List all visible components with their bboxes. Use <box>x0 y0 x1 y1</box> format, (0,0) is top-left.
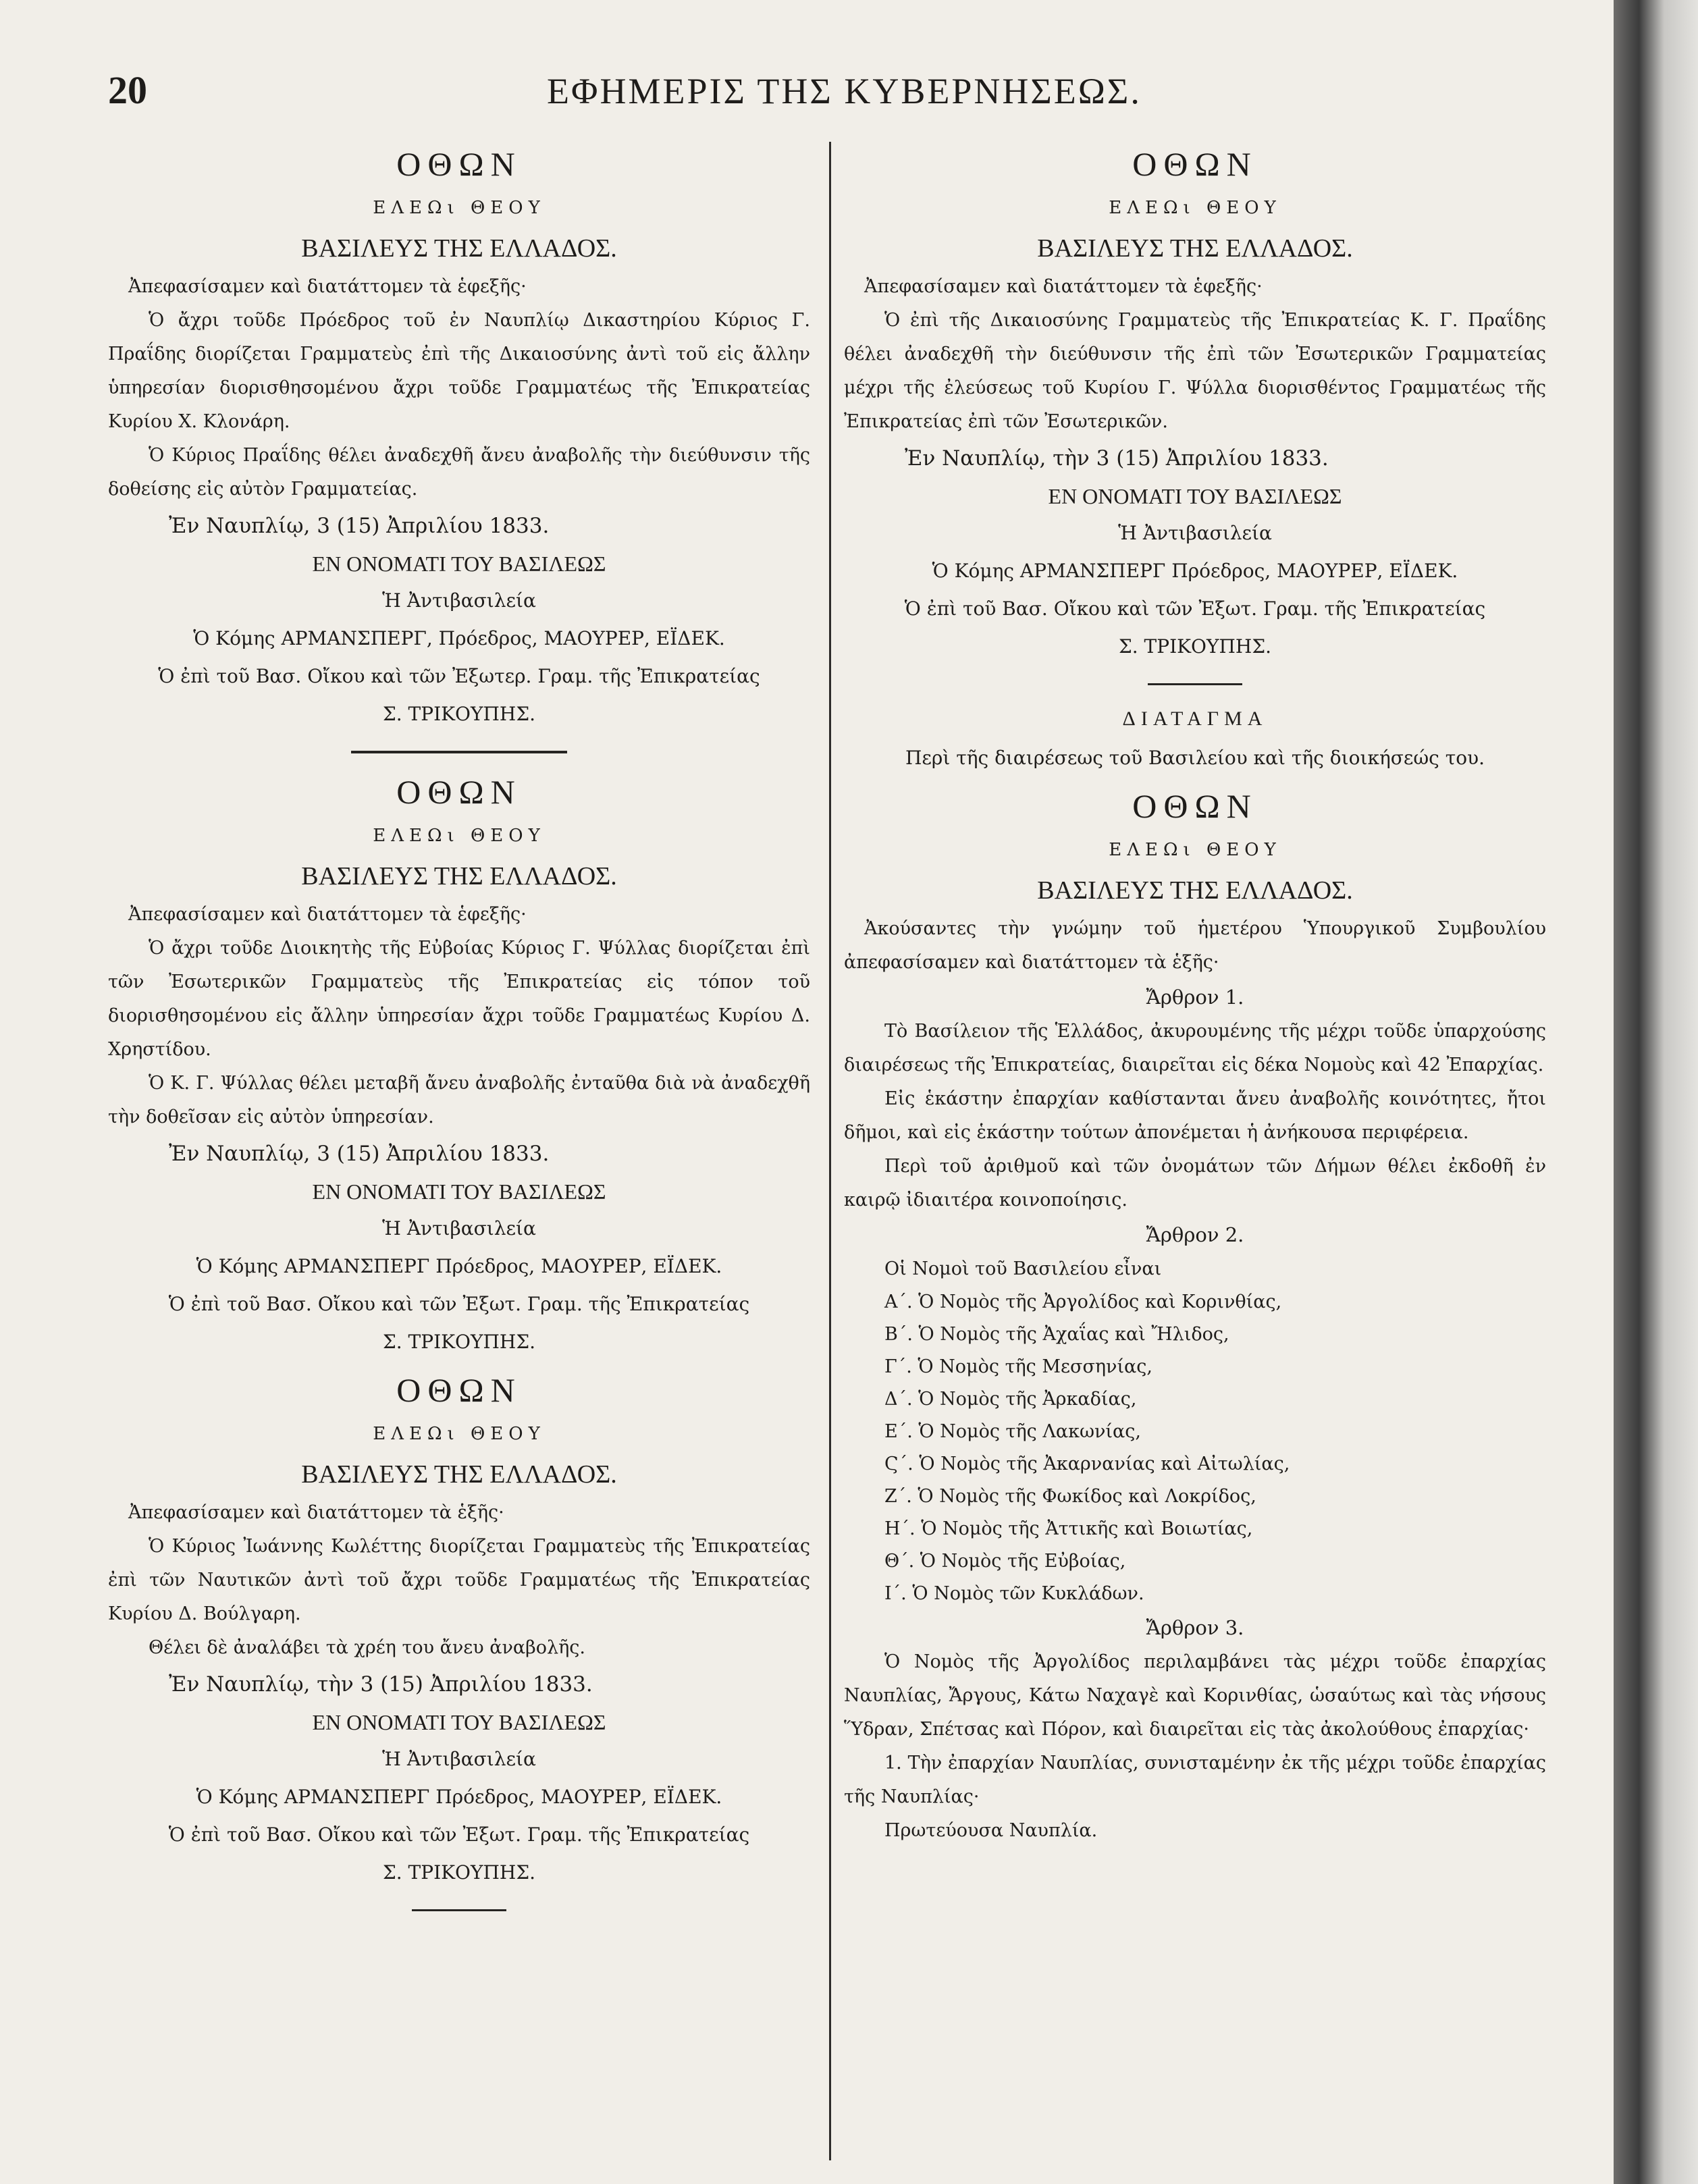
decree-paragraph: Ἀπεφασίσαμεν καὶ διατάττομεν τὰ ἑφεξῆς· <box>128 904 527 925</box>
left-column <box>108 135 810 1925</box>
secretary-signature: Σ. ΤΡΙΚΟΥΠΗΣ. <box>1118 635 1272 658</box>
decree-paragraph: Ὁ Κύριος Πραΐδης θέλει ἀναδεχθῆ ἄνευ ἀναβολῆς τὴν διεύθυνσιν τῆς δοθείσης εἰς αὐτὸν Γραμματείας. <box>108 445 810 500</box>
regency-members: Ὁ Κόμης ΑΡΜΑΝΣΠΕΡΓ Πρόεδρος, ΜΑΟΥΡΕΡ, ΕΪΔΕΚ. <box>196 1786 722 1808</box>
decree-2 <box>108 767 810 1361</box>
regency-members: Ὁ Κόμης ΑΡΜΑΝΣΠΕΡΓ Πρόεδρος, ΜΑΟΥΡΕΡ, ΕΪΔΕΚ. <box>932 560 1458 582</box>
decree-1 <box>108 139 810 733</box>
decree-subject: Περὶ τῆς διαιρέσεως τοῦ Βασιλείου καὶ τῆς διοικήσεώς του. <box>905 747 1485 769</box>
nomos-list-item: Α΄. Ὁ Νομὸς τῆς Ἀργολίδος καὶ Κορινθίας, <box>884 1291 1282 1312</box>
decree-paragraph: Θέλει δὲ ἀναλάβει τὰ χρέη του ἄνευ ἀναβολῆς. <box>149 1637 585 1658</box>
king-name: ΟΘΩΝ <box>396 773 522 811</box>
decree-date: Ἐν Ναυπλίῳ, τὴν 3 (15) Ἀπριλίου 1833. <box>169 1672 593 1697</box>
countersign-title: Ὁ ἐπὶ τοῦ Βασ. Οἴκου καὶ τῶν Ἐξωτ. Γραμ. τῆς Ἐπικρατείας <box>904 597 1486 620</box>
nomos-list-item: Γ΄. Ὁ Νομὸς τῆς Μεσσηνίας, <box>884 1356 1152 1377</box>
decree-paragraph: Ὁ ἐπὶ τῆς Δικαιοσύνης Γραμματεὺς τῆς Ἐπικρατείας Κ. Γ. Πραΐδης θέλει ἀναδεχθῆ τὴν διεύθυνσιν τῆς ἐπὶ τῶν Ἐσωτερικῶν Γραμματείας μέχρι τῆς ἐλεύσεως τοῦ Κυρίου Γ. Ψύλλα διορισθέντος Γραμματέως τῆς Ἐπικρατείας ἐπὶ τῶν Ἐσωτερικῶν. <box>844 310 1546 432</box>
king-name: ΟΘΩΝ <box>1132 787 1258 825</box>
section-rule <box>351 751 567 753</box>
capital-line: Πρωτεύουσα Ναυπλία. <box>884 1820 1098 1841</box>
article-paragraph: Περὶ τοῦ ἀριθμοῦ καὶ τῶν ὀνομάτων τῶν Δήμων θέλει ἐκδοθῆ ἐν καιρῷ ἰδιαιτέρα κοινοποίησις. <box>844 1156 1546 1210</box>
page-header <box>108 68 1533 128</box>
decree-preamble: Ἀκούσαντες τὴν γνώμην τοῦ ἡμετέρου Ὑπουργικοῦ Συμβουλίου ἀπεφασίσαμεν καὶ διατάττομεν τὰ ἑξῆς· <box>844 918 1546 973</box>
nomos-list-item: Δ΄. Ὁ Νομὸς τῆς Ἀρκαδίας, <box>884 1389 1137 1410</box>
nomos-list-item: Η΄. Ὁ Νομὸς τῆς Ἀττικῆς καὶ Βοιωτίας, <box>884 1518 1253 1539</box>
nomos-list-item: Ζ΄. Ὁ Νομὸς τῆς Φωκίδος καὶ Λοκρίδος, <box>884 1486 1256 1507</box>
in-name-of-king: ΕΝ ΟΝΟΜΑΤΙ ΤΟΥ ΒΑΣΙΛΕΩΣ <box>312 552 606 576</box>
secretary-signature: Σ. ΤΡΙΚΟΥΠΗΣ. <box>382 1861 536 1884</box>
page-number: 20 <box>108 68 147 112</box>
decree-date: Ἐν Ναυπλίῳ, τὴν 3 (15) Ἀπριλίου 1833. <box>905 446 1329 471</box>
by-grace-of-god: ΕΛΕΩι ΘΕΟΥ <box>1109 198 1281 218</box>
regency-label: Ἡ Ἀντιβασιλεία <box>382 1748 536 1770</box>
secretary-signature: Σ. ΤΡΙΚΟΥΠΗΣ. <box>382 1331 536 1353</box>
decree-heading: ΔΙΑΤΑΓΜΑ <box>1122 708 1268 730</box>
countersign-title: Ὁ ἐπὶ τοῦ Βασ. Οἴκου καὶ τῶν Ἐξωτερ. Γραμ. τῆς Ἐπικρατείας <box>158 665 760 687</box>
decree-paragraph: Ὁ Κ. Γ. Ψύλλας θέλει μεταβῆ ἄνευ ἀναβολῆς ἐνταῦθα διὰ νὰ ἀναδεχθῆ τὴν δοθεῖσαν εἰς αὐτὸν ὑπηρεσίαν. <box>108 1073 810 1127</box>
nomos-list-item: Ϛ΄. Ὁ Νομὸς τῆς Ἀκαρνανίας καὶ Αἰτωλίας, <box>884 1454 1290 1474</box>
decree-date: Ἐν Ναυπλίῳ, 3 (15) Ἀπριλίου 1833. <box>169 1142 550 1166</box>
section-rule <box>1148 683 1242 685</box>
regency-label: Ἡ Ἀντιβασιλεία <box>1118 522 1272 544</box>
king-name: ΟΘΩΝ <box>1132 145 1258 183</box>
decree-paragraph: Ὁ ἄχρι τοῦδε Πρόεδρος τοῦ ἐν Ναυπλίῳ Δικαστηρίου Κύριος Γ. Πραΐδης διορίζεται Γραμματεὺς ἐπὶ τῆς Δικαιοσύνης ἀντὶ τοῦ εἰς ἄλλην ὑπηρεσίαν διορισθησομένου ἄχρι τοῦδε Γραμματέως τῆς Ἐπικρατείας Κυρίου Χ. Κλονάρη. <box>108 310 810 432</box>
decree-5 <box>844 699 1546 1848</box>
regency-members: Ὁ Κόμης ΑΡΜΑΝΣΠΕΡΓ, Πρόεδρος, ΜΑΟΥΡΕΡ, ΕΪΔΕΚ. <box>193 627 725 649</box>
regency-label: Ἡ Ἀντιβασιλεία <box>382 1217 536 1240</box>
king-name: ΟΘΩΝ <box>396 1371 522 1409</box>
king-title: ΒΑΣΙΛΕΥΣ ΤΗΣ ΕΛΛΑΔΟΣ. <box>1037 876 1353 905</box>
decree-3 <box>108 1365 810 1892</box>
nomos-list-item: Ε΄. Ὁ Νομὸς τῆς Λακωνίας, <box>884 1421 1141 1442</box>
king-name: ΟΘΩΝ <box>396 145 522 183</box>
decree-4 <box>844 139 1546 666</box>
king-title: ΒΑΣΙΛΕΥΣ ΤΗΣ ΕΛΛΑΔΟΣ. <box>301 862 617 890</box>
regency-label: Ἡ Ἀντιβασιλεία <box>382 589 536 612</box>
king-title: ΒΑΣΙΛΕΥΣ ΤΗΣ ΕΛΛΑΔΟΣ. <box>1037 234 1353 263</box>
by-grace-of-god: ΕΛΕΩι ΘΕΟΥ <box>373 1424 546 1444</box>
article-paragraph: Οἱ Νομοὶ τοῦ Βασιλείου εἶναι <box>884 1258 1162 1279</box>
decree-paragraph: Ὁ Κύριος Ἰωάννης Κωλέττης διορίζεται Γραμματεὺς τῆς Ἐπικρατείας ἐπὶ τῶν Ναυτικῶν ἀντὶ τοῦ ἄχρι τοῦδε Γραμματέως τῆς Ἐπικρατείας Κυρίου Δ. Βούλγαρη. <box>108 1536 810 1624</box>
decree-paragraph: Ἀπεφασίσαμεν καὶ διατάττομεν τὰ ἑφεξῆς· <box>864 276 1263 297</box>
countersign-title: Ὁ ἐπὶ τοῦ Βασ. Οἴκου καὶ τῶν Ἐξωτ. Γραμ. τῆς Ἐπικρατείας <box>168 1293 750 1315</box>
article-paragraph: Ὁ Νομὸς τῆς Ἀργολίδος περιλαμβάνει τὰς μέχρι τοῦδε ἐπαρχίας Ναυπλίας, Ἄργους, Κάτω Ναχαγὲ καὶ Κορινθίας, ὡσαύτως καὶ τὰς νήσους Ὕδραν, Σπέτσας καὶ Πόρον, καὶ διαιρεῖται εἰς τὰς ἀκολούθους ἐπαρχίας· <box>844 1651 1546 1740</box>
countersign-title: Ὁ ἐπὶ τοῦ Βασ. Οἴκου καὶ τῶν Ἐξωτ. Γραμ. τῆς Ἐπικρατείας <box>168 1823 750 1846</box>
by-grace-of-god: ΕΛΕΩι ΘΕΟΥ <box>1109 840 1281 860</box>
king-title: ΒΑΣΙΛΕΥΣ ΤΗΣ ΕΛΛΑΔΟΣ. <box>301 234 617 263</box>
nomos-list-item: Β΄. Ὁ Νομὸς τῆς Ἀχαΐας καὶ Ἤλιδος, <box>884 1324 1229 1345</box>
article-paragraph: Εἰς ἑκάστην ἐπαρχίαν καθίστανται ἄνευ ἀναβολῆς κοινότητες, ἤτοι δῆμοι, καὶ εἰς ἑκάστην τούτων ἀπονέμεται ἡ ἀνήκουσα περιφέρεια. <box>844 1088 1546 1143</box>
nomos-list-item: Θ΄. Ὁ Νομὸς τῆς Εὐβοίας, <box>884 1551 1126 1572</box>
article-3-title: Ἄρθρον 3. <box>1146 1616 1244 1639</box>
decree-date: Ἐν Ναυπλίῳ, 3 (15) Ἀπριλίου 1833. <box>169 514 550 538</box>
regency-members: Ὁ Κόμης ΑΡΜΑΝΣΠΕΡΓ Πρόεδρος, ΜΑΟΥΡΕΡ, ΕΪΔΕΚ. <box>196 1255 722 1277</box>
by-grace-of-god: ΕΛΕΩι ΘΕΟΥ <box>373 826 546 846</box>
in-name-of-king: ΕΝ ΟΝΟΜΑΤΙ ΤΟΥ ΒΑΣΙΛΕΩΣ <box>1048 484 1342 508</box>
decree-paragraph: Ἀπεφασίσαμεν καὶ διατάττομεν τὰ ἑφεξῆς· <box>128 276 527 297</box>
decree-paragraph: Ὁ ἄχρι τοῦδε Διοικητὴς τῆς Εὐβοίας Κύριος Γ. Ψύλλας διορίζεται ἐπὶ τῶν Ἐσωτερικῶν Γραμματεὺς τῆς Ἐπικρατείας εἰς τόπον τοῦ διορισθησομένου εἰς ἄλλην ὑπηρεσίαν ἄχρι τοῦδε Γραμματέως Κυρίου Δ. Χρηστίδου. <box>108 938 810 1060</box>
running-title: ΕΦΗΜΕΡΙΣ ΤΗΣ ΚΥΒΕΡΝΗΣΕΩΣ. <box>547 71 1142 111</box>
decree-paragraph: Ἀπεφασίσαμεν καὶ διατάττομεν τὰ ἑξῆς· <box>128 1502 504 1523</box>
section-rule <box>412 1909 506 1911</box>
article-paragraph: Τὸ Βασίλειον τῆς Ἑλλάδος, ἀκυρουμένης τῆς μέχρι τοῦδε ὑπαρχούσης διαιρέσεως τῆς Ἐπικρατείας, διαιρεῖται εἰς δέκα Νομοὺς καὶ 42 Ἐπαρχίας. <box>844 1021 1546 1075</box>
secretary-signature: Σ. ΤΡΙΚΟΥΠΗΣ. <box>382 703 536 725</box>
by-grace-of-god: ΕΛΕΩι ΘΕΟΥ <box>373 198 546 218</box>
scan-page-edge <box>1614 0 1698 2184</box>
column-divider <box>829 142 831 2160</box>
article-paragraph: 1. Τὴν ἐπαρχίαν Ναυπλίας, συνισταμένην ἐκ τῆς μέχρι τοῦδε ἐπαρχίας τῆς Ναυπλίας· <box>844 1753 1546 1807</box>
in-name-of-king: ΕΝ ΟΝΟΜΑΤΙ ΤΟΥ ΒΑΣΙΛΕΩΣ <box>312 1710 606 1734</box>
nomos-list-item: Ι΄. Ὁ Νομὸς τῶν Κυκλάδων. <box>884 1583 1144 1604</box>
king-title: ΒΑΣΙΛΕΥΣ ΤΗΣ ΕΛΛΑΔΟΣ. <box>301 1460 617 1489</box>
article-1-title: Ἄρθρον 1. <box>1146 986 1244 1009</box>
article-2-title: Ἄρθρον 2. <box>1146 1223 1244 1246</box>
in-name-of-king: ΕΝ ΟΝΟΜΑΤΙ ΤΟΥ ΒΑΣΙΛΕΩΣ <box>312 1179 606 1204</box>
right-column <box>844 135 1546 1848</box>
